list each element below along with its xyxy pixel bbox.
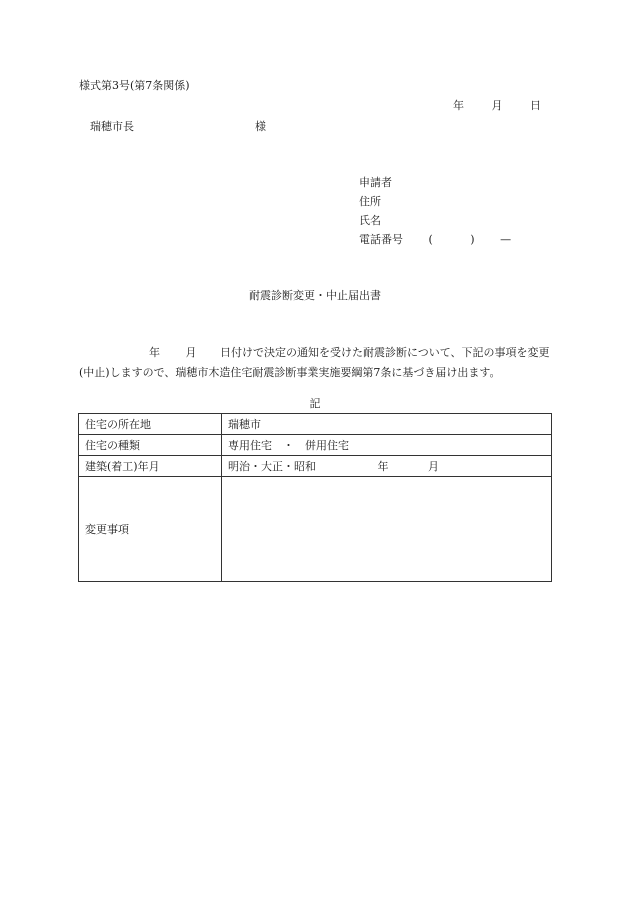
applicant-block: [359, 177, 511, 253]
phone-open-paren: (: [428, 233, 433, 246]
row-label-house-type: 住宅の種類: [79, 435, 222, 456]
form-number: 様式第3号(第7条関係): [79, 79, 190, 92]
date-day: 日: [530, 99, 541, 112]
phone-close-paren: ): [470, 233, 475, 246]
row-value-house-type: 専用住宅 ・ 併用住宅: [222, 435, 552, 456]
date-year: 年: [453, 99, 464, 112]
date-month: 月: [491, 99, 503, 112]
table-row: [79, 435, 552, 456]
row-value-location: 瑞穂市: [222, 414, 552, 435]
row-label-location: 住宅の所在地: [79, 414, 222, 435]
row-label-construction-date: 建築(着工)年月: [79, 456, 222, 477]
phone-dash: —: [500, 233, 512, 246]
applicant-phone-label: 電話番号: [359, 233, 403, 246]
table-row: [79, 414, 552, 435]
body-month: 月: [185, 346, 197, 359]
addressee-name: 瑞穂市長: [90, 120, 134, 133]
table-row: [79, 477, 552, 582]
table-row: [79, 456, 552, 477]
date-line: [453, 100, 541, 111]
body-year: 年: [149, 346, 160, 359]
addressee-honorific: 様: [255, 120, 266, 133]
applicant-name-label: 氏名: [359, 214, 381, 227]
applicant-phone-row: [359, 234, 511, 253]
row-label-changes: 変更事項: [79, 477, 222, 582]
construction-era: 明治・大正・昭和: [228, 460, 316, 473]
body-text: 日付けで決定の通知を受けた耐震診断について、下記の事項を変更(中止)しますので、瑞穂市木造住宅耐震診断事業実施要綱第7条に基づき届け出ます。: [79, 346, 550, 379]
row-value-changes: [222, 477, 552, 582]
applicant-label: 申請者: [359, 176, 392, 189]
body-paragraph: [79, 343, 554, 383]
document-title: 耐震診断変更・中止届出書: [249, 289, 381, 302]
detail-table: [78, 413, 552, 582]
applicant-address-label: 住所: [359, 195, 381, 208]
construction-year: 年: [377, 460, 389, 473]
row-value-construction-date: [222, 456, 552, 477]
ki-heading: 記: [309, 397, 321, 410]
construction-month: 月: [428, 460, 439, 473]
